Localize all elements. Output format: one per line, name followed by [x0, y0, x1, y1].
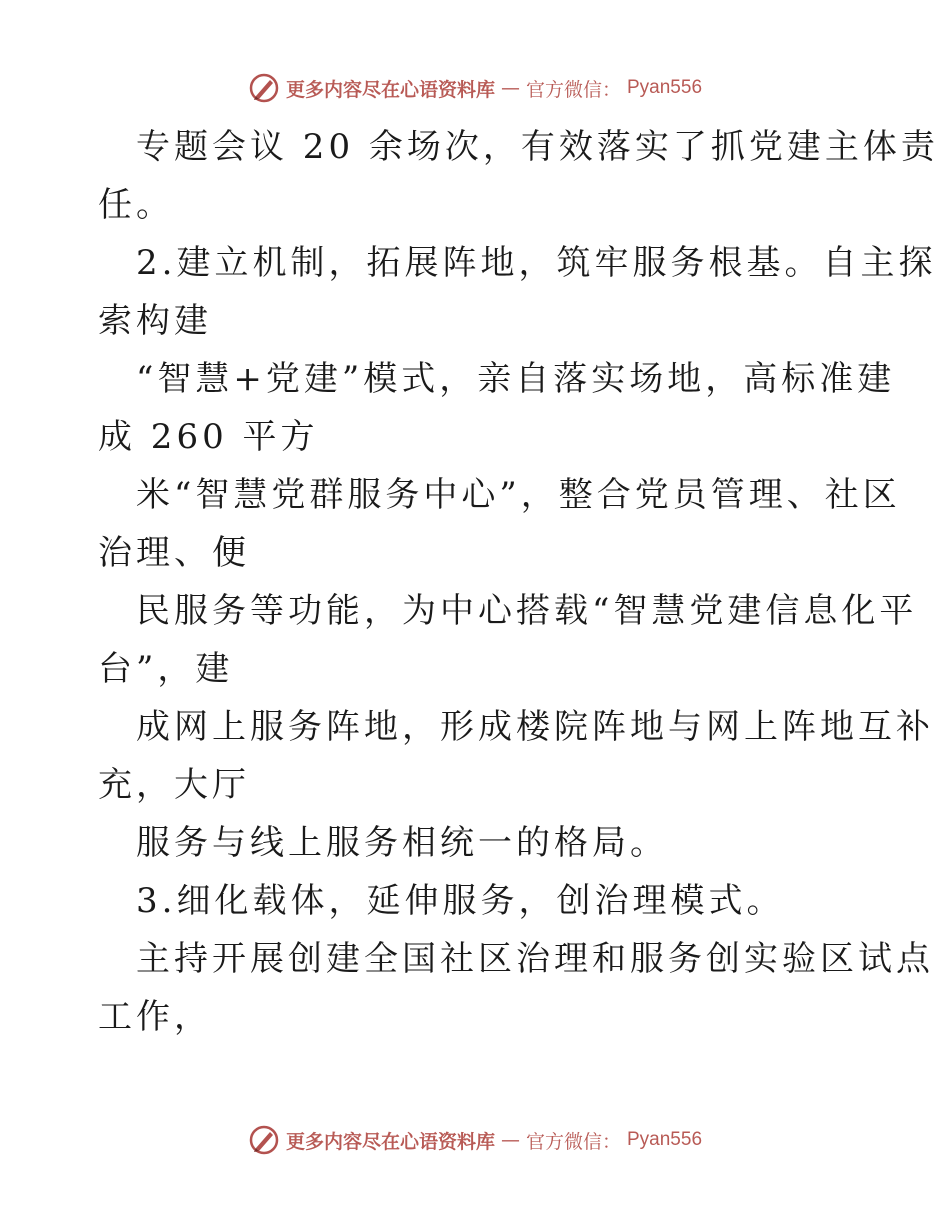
text-line: “智慧+党建”模式，亲自落实场地，高标准建 [136, 359, 896, 399]
text-line: 充，大厅 [98, 765, 250, 805]
header-watermark [0, 72, 950, 104]
text-line: 米“智慧党群服务中心”，整合党员管理、社区 [136, 475, 901, 515]
watermark-label: 官方微信： [525, 1130, 621, 1153]
watermark-text: 更多内容尽在心语资料库 [285, 1130, 495, 1153]
text-line: 民服务等功能，为中心搭载“智慧党建信息化平 [136, 591, 918, 631]
text-line: 台”，建 [98, 649, 234, 689]
watermark-wechat-id: Pyan556 [627, 1129, 703, 1150]
text-line: 成网上服务阵地，形成楼院阵地与网上阵地互补 [136, 707, 934, 747]
watermark-separator: — [500, 77, 520, 99]
watermark-wechat-id: Pyan556 [627, 77, 703, 98]
text-line: 成 260 平方 [98, 417, 319, 457]
footer-watermark [0, 1124, 950, 1156]
text-line: 索构建 [98, 301, 212, 341]
text-line: 专题会议 20 余场次，有效落实了抓党建主体责 [136, 127, 939, 167]
pen-logo-icon [248, 72, 280, 104]
text-line: 治理、便 [98, 533, 250, 573]
text-line: 2.建立机制，拓展阵地，筑牢服务根基。自主探 [136, 243, 937, 283]
text-line: 任。 [98, 185, 174, 225]
pen-logo-icon [248, 1124, 280, 1156]
text-line: 主持开展创建全国社区治理和服务创实验区试点 [136, 939, 934, 979]
text-line: 工作， [98, 997, 212, 1037]
text-line: 服务与线上服务相统一的格局。 [136, 823, 668, 863]
text-line: 3.细化载体，延伸服务，创治理模式。 [136, 881, 785, 921]
document-body [98, 118, 939, 1046]
watermark-label: 官方微信： [525, 78, 621, 101]
watermark-separator: — [500, 1129, 520, 1151]
watermark-text: 更多内容尽在心语资料库 [285, 78, 495, 101]
